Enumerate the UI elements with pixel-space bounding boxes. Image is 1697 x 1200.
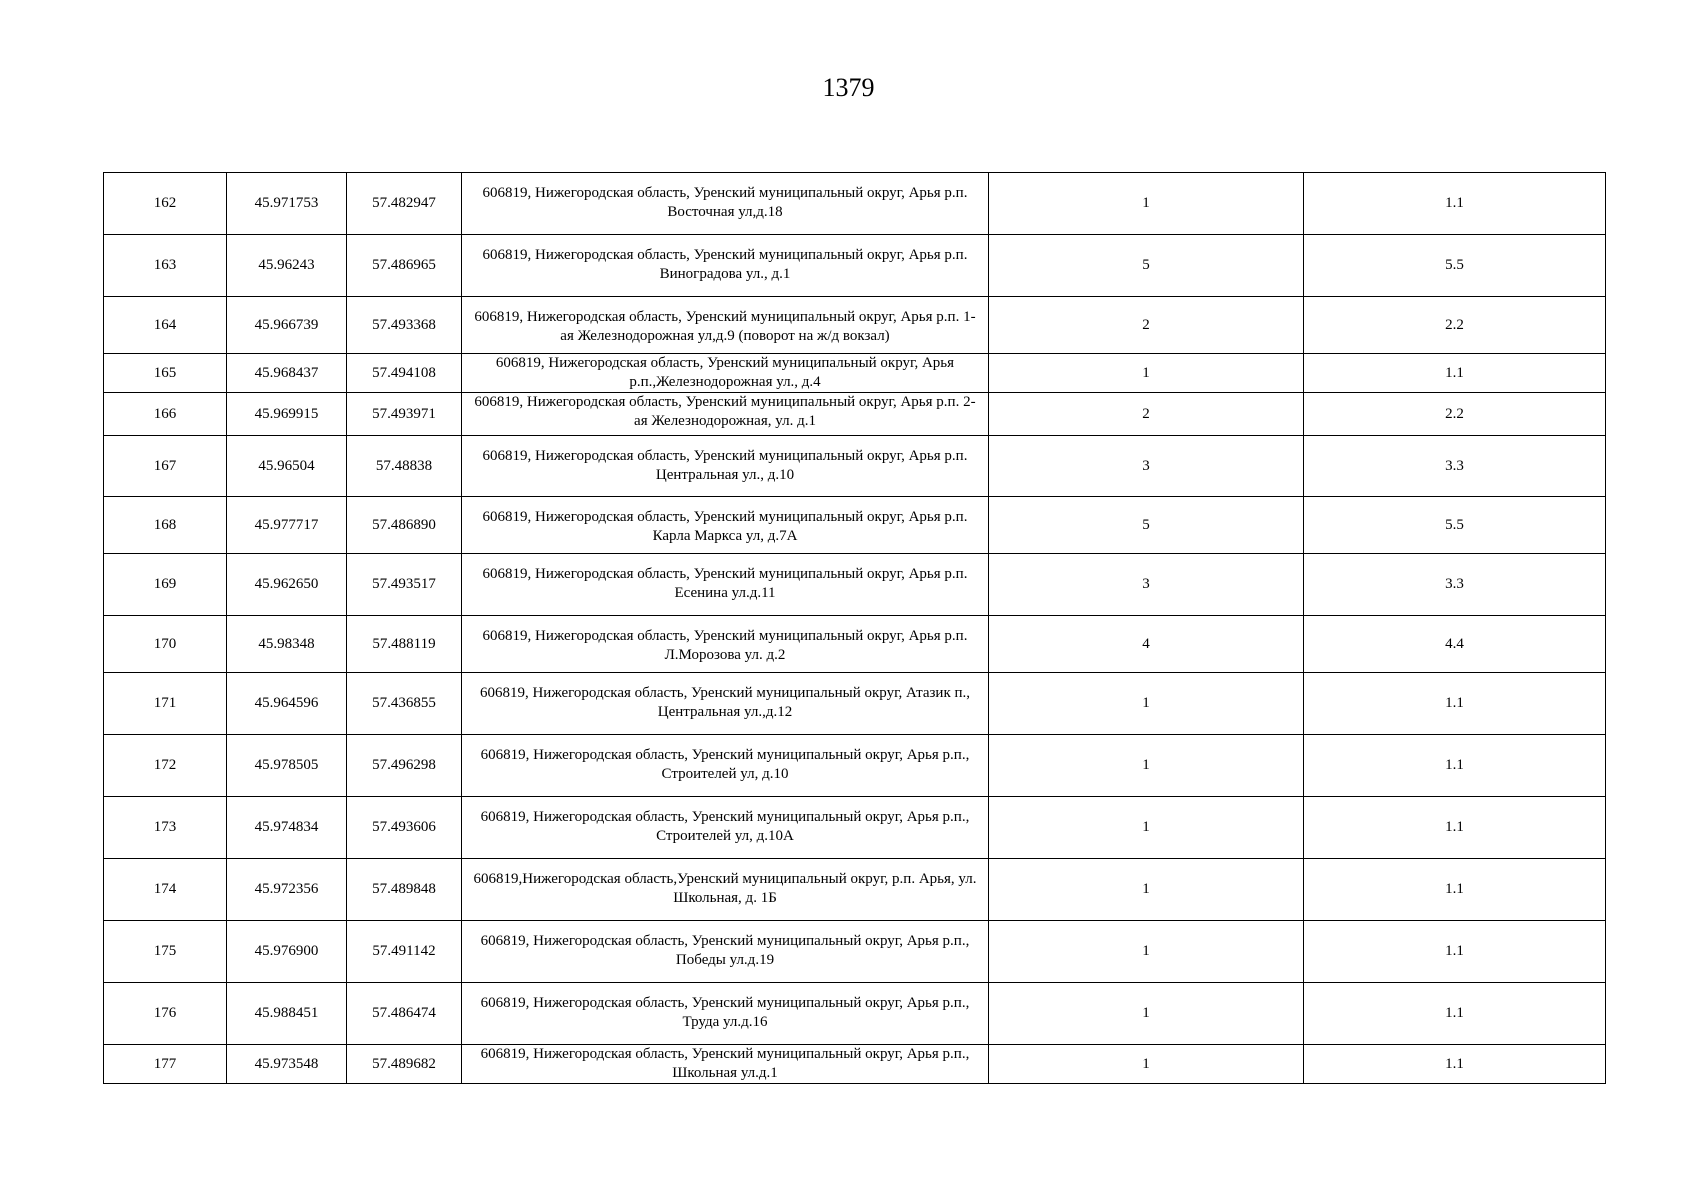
cell-container-count: 5 [989,497,1304,554]
cell-address: 606819, Нижегородская область, Уренский муниципальный округ, Арья р.п. 2-ая Железнодорожная, ул. д.1 [462,393,989,436]
table-row [104,983,1606,1045]
cell-latitude: 57.493517 [347,554,462,616]
table-row [104,297,1606,354]
cell-address: 606819, Нижегородская область, Уренский муниципальный округ, Арья р.п. Л.Морозова ул. д.2 [462,616,989,673]
table-row [104,497,1606,554]
table-row [104,173,1606,235]
cell-address: 606819, Нижегородская область, Уренский муниципальный округ, Атазик п., Центральная ул.,д.12 [462,673,989,735]
cell-number: 166 [104,393,227,436]
cell-latitude: 57.494108 [347,354,462,393]
cell-container-count: 1 [989,673,1304,735]
cell-longitude: 45.966739 [227,297,347,354]
container-sites-table [103,172,1606,1084]
cell-latitude: 57.482947 [347,173,462,235]
cell-longitude: 45.973548 [227,1045,347,1084]
cell-longitude: 45.968437 [227,354,347,393]
table-row [104,797,1606,859]
cell-latitude: 57.496298 [347,735,462,797]
table-row [104,354,1606,393]
cell-longitude: 45.964596 [227,673,347,735]
table-row [104,235,1606,297]
cell-longitude: 45.962650 [227,554,347,616]
table-row [104,735,1606,797]
cell-number: 171 [104,673,227,735]
cell-longitude: 45.969915 [227,393,347,436]
cell-address: 606819, Нижегородская область, Уренский муниципальный округ, Арья р.п., Школьная ул.д.1 [462,1045,989,1084]
cell-address: 606819, Нижегородская область, Уренский муниципальный округ, Арья р.п., Победы ул.д.19 [462,921,989,983]
cell-latitude: 57.488119 [347,616,462,673]
cell-number: 162 [104,173,227,235]
cell-longitude: 45.96504 [227,436,347,497]
table-body [104,173,1606,1084]
cell-address: 606819, Нижегородская область, Уренский муниципальный округ, Арья р.п. Восточная ул,д.18 [462,173,989,235]
table-row [104,616,1606,673]
table-row [104,393,1606,436]
cell-container-count: 1 [989,1045,1304,1084]
cell-container-volume: 1.1 [1304,735,1606,797]
cell-number: 164 [104,297,227,354]
cell-container-count: 1 [989,735,1304,797]
cell-container-volume: 1.1 [1304,859,1606,921]
cell-longitude: 45.988451 [227,983,347,1045]
cell-container-volume: 3.3 [1304,436,1606,497]
cell-container-count: 4 [989,616,1304,673]
cell-address: 606819, Нижегородская область, Уренский муниципальный округ, Арья р.п. Карла Маркса ул, д.7А [462,497,989,554]
cell-container-volume: 1.1 [1304,673,1606,735]
cell-container-volume: 1.1 [1304,921,1606,983]
cell-longitude: 45.977717 [227,497,347,554]
cell-container-volume: 1.1 [1304,983,1606,1045]
cell-latitude: 57.486890 [347,497,462,554]
cell-longitude: 45.978505 [227,735,347,797]
cell-container-volume: 5.5 [1304,497,1606,554]
cell-container-volume: 1.1 [1304,797,1606,859]
cell-container-volume: 2.2 [1304,393,1606,436]
cell-address: 606819, Нижегородская область, Уренский муниципальный округ, Арья р.п., Строителей ул, д.10А [462,797,989,859]
cell-latitude: 57.493368 [347,297,462,354]
cell-latitude: 57.493971 [347,393,462,436]
cell-number: 165 [104,354,227,393]
cell-container-volume: 1.1 [1304,1045,1606,1084]
cell-address: 606819, Нижегородская область, Уренский муниципальный округ, Арья р.п.,Железнодорожная ул., д.4 [462,354,989,393]
cell-container-count: 1 [989,983,1304,1045]
cell-number: 175 [104,921,227,983]
cell-longitude: 45.976900 [227,921,347,983]
page-number: 1379 [822,73,875,102]
cell-number: 170 [104,616,227,673]
cell-latitude: 57.486965 [347,235,462,297]
cell-number: 177 [104,1045,227,1084]
cell-latitude: 57.489682 [347,1045,462,1084]
cell-address: 606819, Нижегородская область, Уренский муниципальный округ, Арья р.п. Есенина ул.д.11 [462,554,989,616]
table-row [104,554,1606,616]
cell-number: 167 [104,436,227,497]
cell-latitude: 57.48838 [347,436,462,497]
cell-longitude: 45.98348 [227,616,347,673]
cell-container-count: 2 [989,393,1304,436]
cell-address: 606819,Нижегородская область,Уренский муниципальный округ, р.п. Арья, ул. Школьная, д. 1Б [462,859,989,921]
cell-latitude: 57.489848 [347,859,462,921]
cell-number: 173 [104,797,227,859]
cell-container-volume: 1.1 [1304,354,1606,393]
cell-container-count: 1 [989,354,1304,393]
cell-container-count: 3 [989,436,1304,497]
cell-number: 163 [104,235,227,297]
cell-container-volume: 2.2 [1304,297,1606,354]
cell-address: 606819, Нижегородская область, Уренский муниципальный округ, Арья р.п., Труда ул.д.16 [462,983,989,1045]
cell-container-count: 3 [989,554,1304,616]
cell-number: 176 [104,983,227,1045]
cell-container-count: 1 [989,797,1304,859]
cell-container-count: 2 [989,297,1304,354]
cell-latitude: 57.486474 [347,983,462,1045]
cell-latitude: 57.493606 [347,797,462,859]
table-row [104,921,1606,983]
table-row [104,673,1606,735]
cell-latitude: 57.491142 [347,921,462,983]
cell-container-count: 1 [989,173,1304,235]
cell-address: 606819, Нижегородская область, Уренский муниципальный округ, Арья р.п., Строителей ул, д.10 [462,735,989,797]
cell-number: 168 [104,497,227,554]
cell-container-volume: 1.1 [1304,173,1606,235]
cell-address: 606819, Нижегородская область, Уренский муниципальный округ, Арья р.п. 1-ая Железнодорожная ул,д.9 (поворот на ж/д вокзал) [462,297,989,354]
cell-number: 169 [104,554,227,616]
cell-container-volume: 4.4 [1304,616,1606,673]
cell-longitude: 45.972356 [227,859,347,921]
cell-longitude: 45.974834 [227,797,347,859]
cell-longitude: 45.971753 [227,173,347,235]
cell-number: 174 [104,859,227,921]
table-row [104,859,1606,921]
cell-container-volume: 3.3 [1304,554,1606,616]
table-row [104,1045,1606,1084]
cell-longitude: 45.96243 [227,235,347,297]
cell-container-count: 1 [989,921,1304,983]
cell-container-count: 1 [989,859,1304,921]
cell-latitude: 57.436855 [347,673,462,735]
cell-number: 172 [104,735,227,797]
cell-container-count: 5 [989,235,1304,297]
cell-container-volume: 5.5 [1304,235,1606,297]
table-row [104,436,1606,497]
cell-address: 606819, Нижегородская область, Уренский муниципальный округ, Арья р.п. Центральная ул., д.10 [462,436,989,497]
cell-address: 606819, Нижегородская область, Уренский муниципальный округ, Арья р.п. Виноградова ул., д.1 [462,235,989,297]
